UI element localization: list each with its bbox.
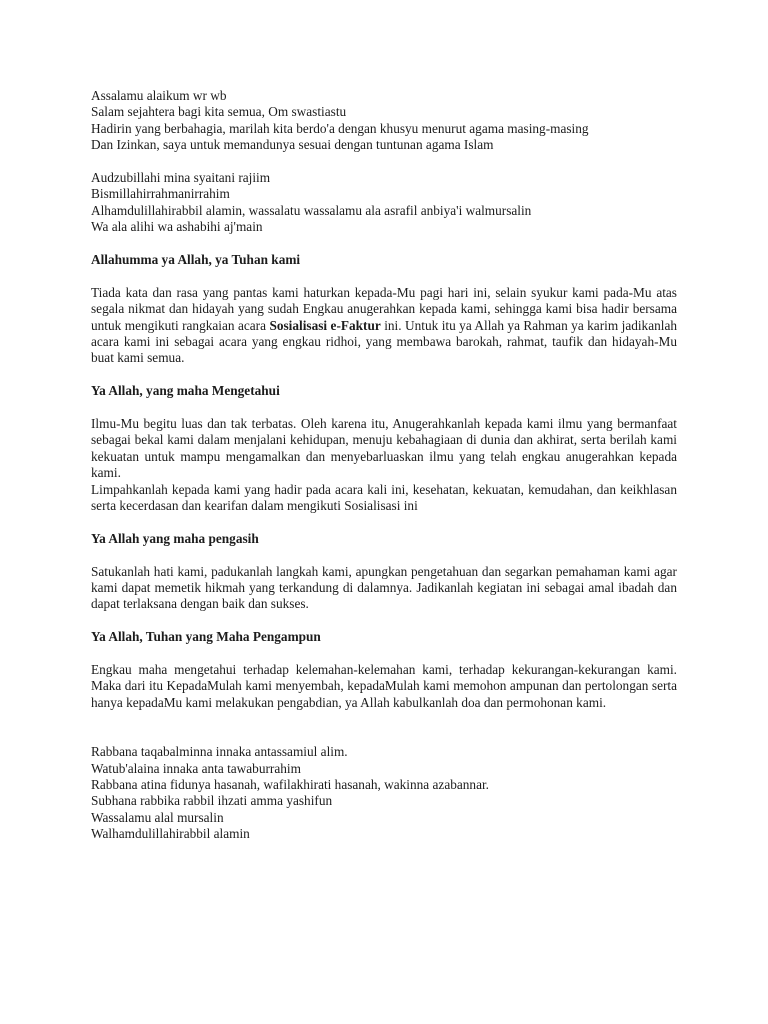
closing-line: Rabbana taqabalminna innaka antassamiul alim.: [91, 744, 348, 760]
document-content: [91, 88, 677, 859]
closing-line: Subhana rabbika rabbil ihzati amma yashifun: [91, 793, 333, 809]
closing-line: Rabbana atina fidunya hasanah, wafilakhirati hasanah, wakinna azabannar.: [91, 776, 489, 792]
bold-phrase: Sosialisasi e-Faktur: [269, 317, 381, 333]
section-maha-pengasih: [91, 531, 677, 613]
basmalah-line: Bismillahirrahmanirrahim: [91, 186, 230, 202]
section-maha-pengampun: [91, 629, 677, 711]
section-heading: Ya Allah, yang maha Mengetahui: [91, 383, 280, 399]
paragraph-text: Tiada kata dan rasa yang pantas kami haturkan kepada-Mu pagi hari ini, selain syukur kami pada-Mu atas segala nikmat dan hidayah yang sudah Engkau anugerahkan kepada kami, sehingga kami bisa hadir bersama untuk mengikuti rangkaian acara: [91, 284, 677, 333]
section-heading: Ya Allah, Tuhan yang Maha Pengampun: [91, 629, 321, 645]
basmalah-line: Alhamdulillahirabbil alamin, wassalatu wassalamu ala asrafil anbiya'i walmursalin: [91, 202, 532, 218]
salutation-block: [91, 88, 677, 154]
closing-line: Wassalamu alal mursalin: [91, 809, 224, 825]
salutation-line: Salam sejahtera bagi kita semua, Om swastiastu: [91, 104, 347, 120]
salutation-line: Hadirin yang berbahagia, marilah kita berdo'a dengan khusyu menurut agama masing-masing: [91, 120, 589, 136]
section-heading: Ya Allah yang maha pengasih: [91, 530, 259, 546]
section-allahumma: [91, 252, 677, 367]
paragraph-text: ini. Untuk itu ya Allah ya Rahman ya karim jadikanlah acara kami ini sebagai acara yang engkau ridhoi, yang membawa barokah, rahmat, taufik dan hidayah-Mu buat kami semua.: [91, 317, 678, 366]
section-heading: Allahumma ya Allah, ya Tuhan kami: [91, 252, 301, 268]
section-paragraph: Limpahkanlah kepada kami yang hadir pada acara kali ini, kesehatan, kekuatan, kemudahan, dan keikhlasan serta kecerdasan dan kearifan dalam mengikuti Sosialisasi ini: [91, 481, 677, 514]
salutation-line: Dan Izinkan, saya untuk memandunya sesuai dengan tuntunan agama Islam: [91, 137, 494, 153]
closing-line: Walhamdulillahirabbil alamin: [91, 826, 250, 842]
basmalah-line: Wa ala alihi wa ashabihi aj'main: [91, 219, 263, 235]
section-paragraph: Engkau maha mengetahui terhadap kelemahan-kelemahan kami, terhadap kekurangan-kekurangan kami. Maka dari itu KepadaMulah kami menyembah, kepadaMulah kami memohon ampunan dan pertolongan serta hanya kepadaMu kami melakukan pengabdian, ya Allah kabulkanlah doa dan permohonan kami.: [91, 662, 677, 710]
section-paragraph: [91, 285, 677, 367]
basmalah-block: [91, 170, 677, 236]
section-paragraph: Satukanlah hati kami, padukanlah langkah kami, apungkan pengetahuan dan segarkan pemahaman kami agar kami dapat memetik hikmah yang terkandung di dalamnya. Jadikanlah kegiatan ini sebagai amal ibadah dan dapat terlaksana dengan baik dan sukses.: [91, 563, 677, 612]
closing-block: [91, 744, 677, 842]
section-maha-mengetahui: [91, 383, 677, 514]
closing-line: Watub'alaina innaka anta tawaburrahim: [91, 760, 301, 776]
basmalah-line: Audzubillahi mina syaitani rajiim: [91, 170, 271, 186]
section-paragraph: Ilmu-Mu begitu luas dan tak terbatas. Oleh karena itu, Anugerahkanlah kepada kami ilmu yang bermanfaat sebagai bekal kami dalam menjalani kehidupan, menuju kebahagiaan di dunia dan akhirat, serta berilah kami kekuatan untuk mampu mengamalkan dan menyebarluaskan ilmu yang telah engkau anugerahkan kepada kami.: [91, 416, 677, 481]
salutation-line: Assalamu alaikum wr wb: [91, 88, 227, 103]
